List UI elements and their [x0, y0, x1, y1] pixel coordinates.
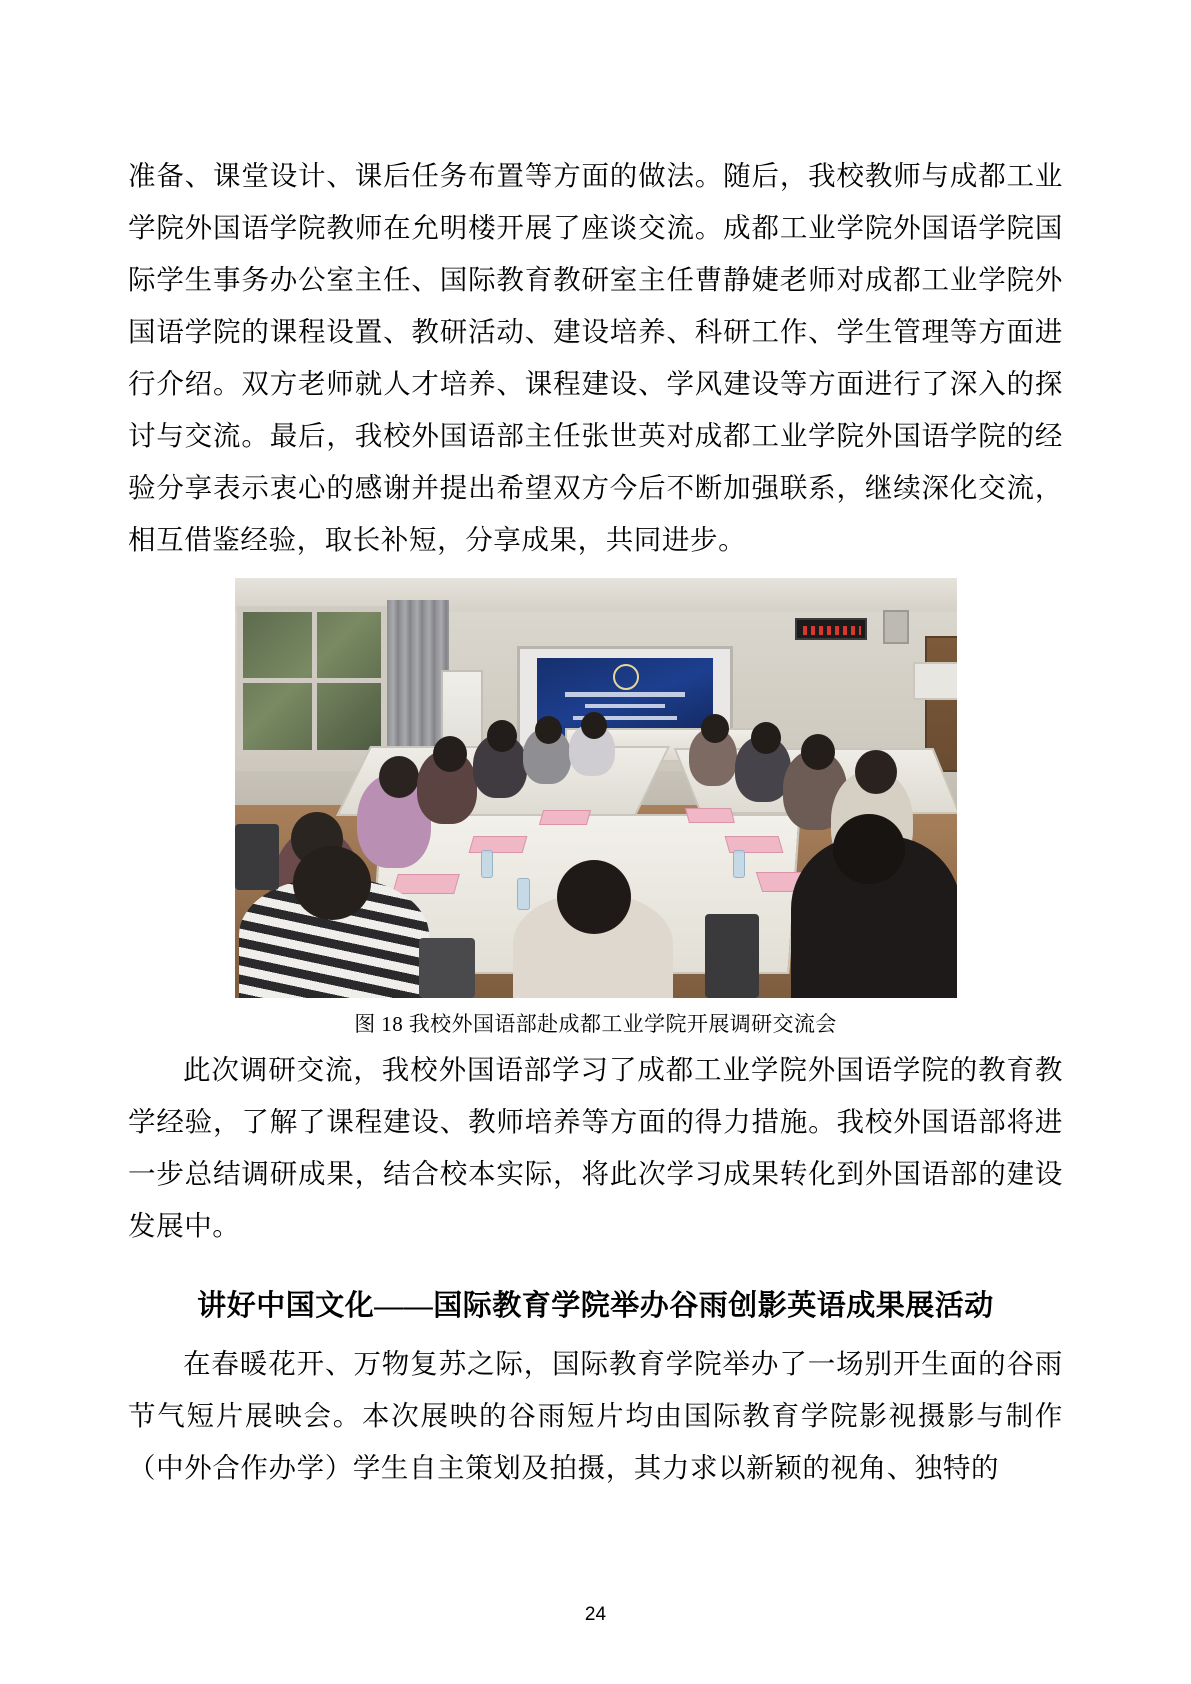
photo-participant-head [487, 720, 517, 752]
photo-screen-emblem-icon [613, 664, 639, 690]
photo-speaker [883, 610, 909, 644]
photo-participant-head [581, 712, 607, 739]
photo-participant-head [557, 860, 631, 934]
photo-nameplate [468, 836, 527, 853]
figure-caption: 图 18 我校外国语部赴成都工业学院开展调研交流会 [354, 1012, 837, 1036]
photo-chair [235, 824, 279, 890]
paragraph-3: 在春暖花开、万物复苏之际，国际教育学院举办了一场别开生面的谷雨节气短片展映会。本次展映的谷雨短片均由国际教育学院影视摄影与制作（中外合作办学）学生自主策划及拍摄，其力求以新颖的视角、独特的 [128, 1348, 1063, 1483]
document-body [128, 150, 1063, 1494]
photo-led-clock [795, 618, 867, 640]
photo-nameplate [538, 810, 590, 825]
photo-screen-text-line [565, 692, 685, 697]
paragraph-2: 此次调研交流，我校外国语部学习了成都工业学院外国语学院的教育教学经验，了解了课程建设、教师培养等方面的得力措施。我校外国语部将进一步总结调研成果，结合校本实际，将此次学习成果转化到外国语部的建设发展中。 [128, 1054, 1063, 1241]
photo-water-bottle [481, 850, 493, 878]
photo-participant-head [751, 722, 781, 754]
photo-nameplate [685, 808, 735, 823]
photo-chair [705, 914, 759, 998]
photo-screen-text-line [585, 704, 665, 708]
photo-participant-head [833, 814, 905, 884]
photo-participant-head [855, 750, 897, 794]
photo-participant-head [701, 714, 729, 743]
photo-participant-head [379, 756, 419, 798]
photo-participant-head [293, 846, 371, 920]
photo-wall-poster [913, 662, 957, 700]
figure-image [235, 578, 957, 998]
photo-water-bottle [733, 850, 745, 878]
photo-chair [419, 938, 475, 998]
paragraph-1: 准备、课堂设计、课后任务布置等方面的做法。随后，我校教师与成都工业学院外国语学院教师在允明楼开展了座谈交流。成都工业学院外国语学院国际学生事务办公室主任、国际教育教研室主任曹静婕老师对成都工业学院外国语学院的课程设置、教研活动、建设培养、科研工作、学生管理等方面进行介绍。双方老师就人才培养、课程建设、学风建设等方面进行了深入的探讨与交流。最后，我校外国语部主任张世英对成都工业学院外国语学院的经验分享表示衷心的感谢并提出希望双方今后不断加强联系，继续深化交流，相互借鉴经验，取长补短，分享成果，共同进步。 [128, 160, 1063, 555]
photo-participant-head [433, 736, 467, 772]
section-heading: 讲好中国文化——国际教育学院举办谷雨创影英语成果展活动 [197, 1290, 994, 1322]
photo-water-bottle [517, 878, 530, 910]
photo-nameplate [392, 874, 460, 894]
photo-window [237, 606, 387, 756]
figure-18 [128, 578, 1063, 1044]
photo-participant-head [535, 716, 562, 744]
page-number: 24 [584, 1604, 607, 1625]
photo-participant-head [801, 734, 835, 770]
